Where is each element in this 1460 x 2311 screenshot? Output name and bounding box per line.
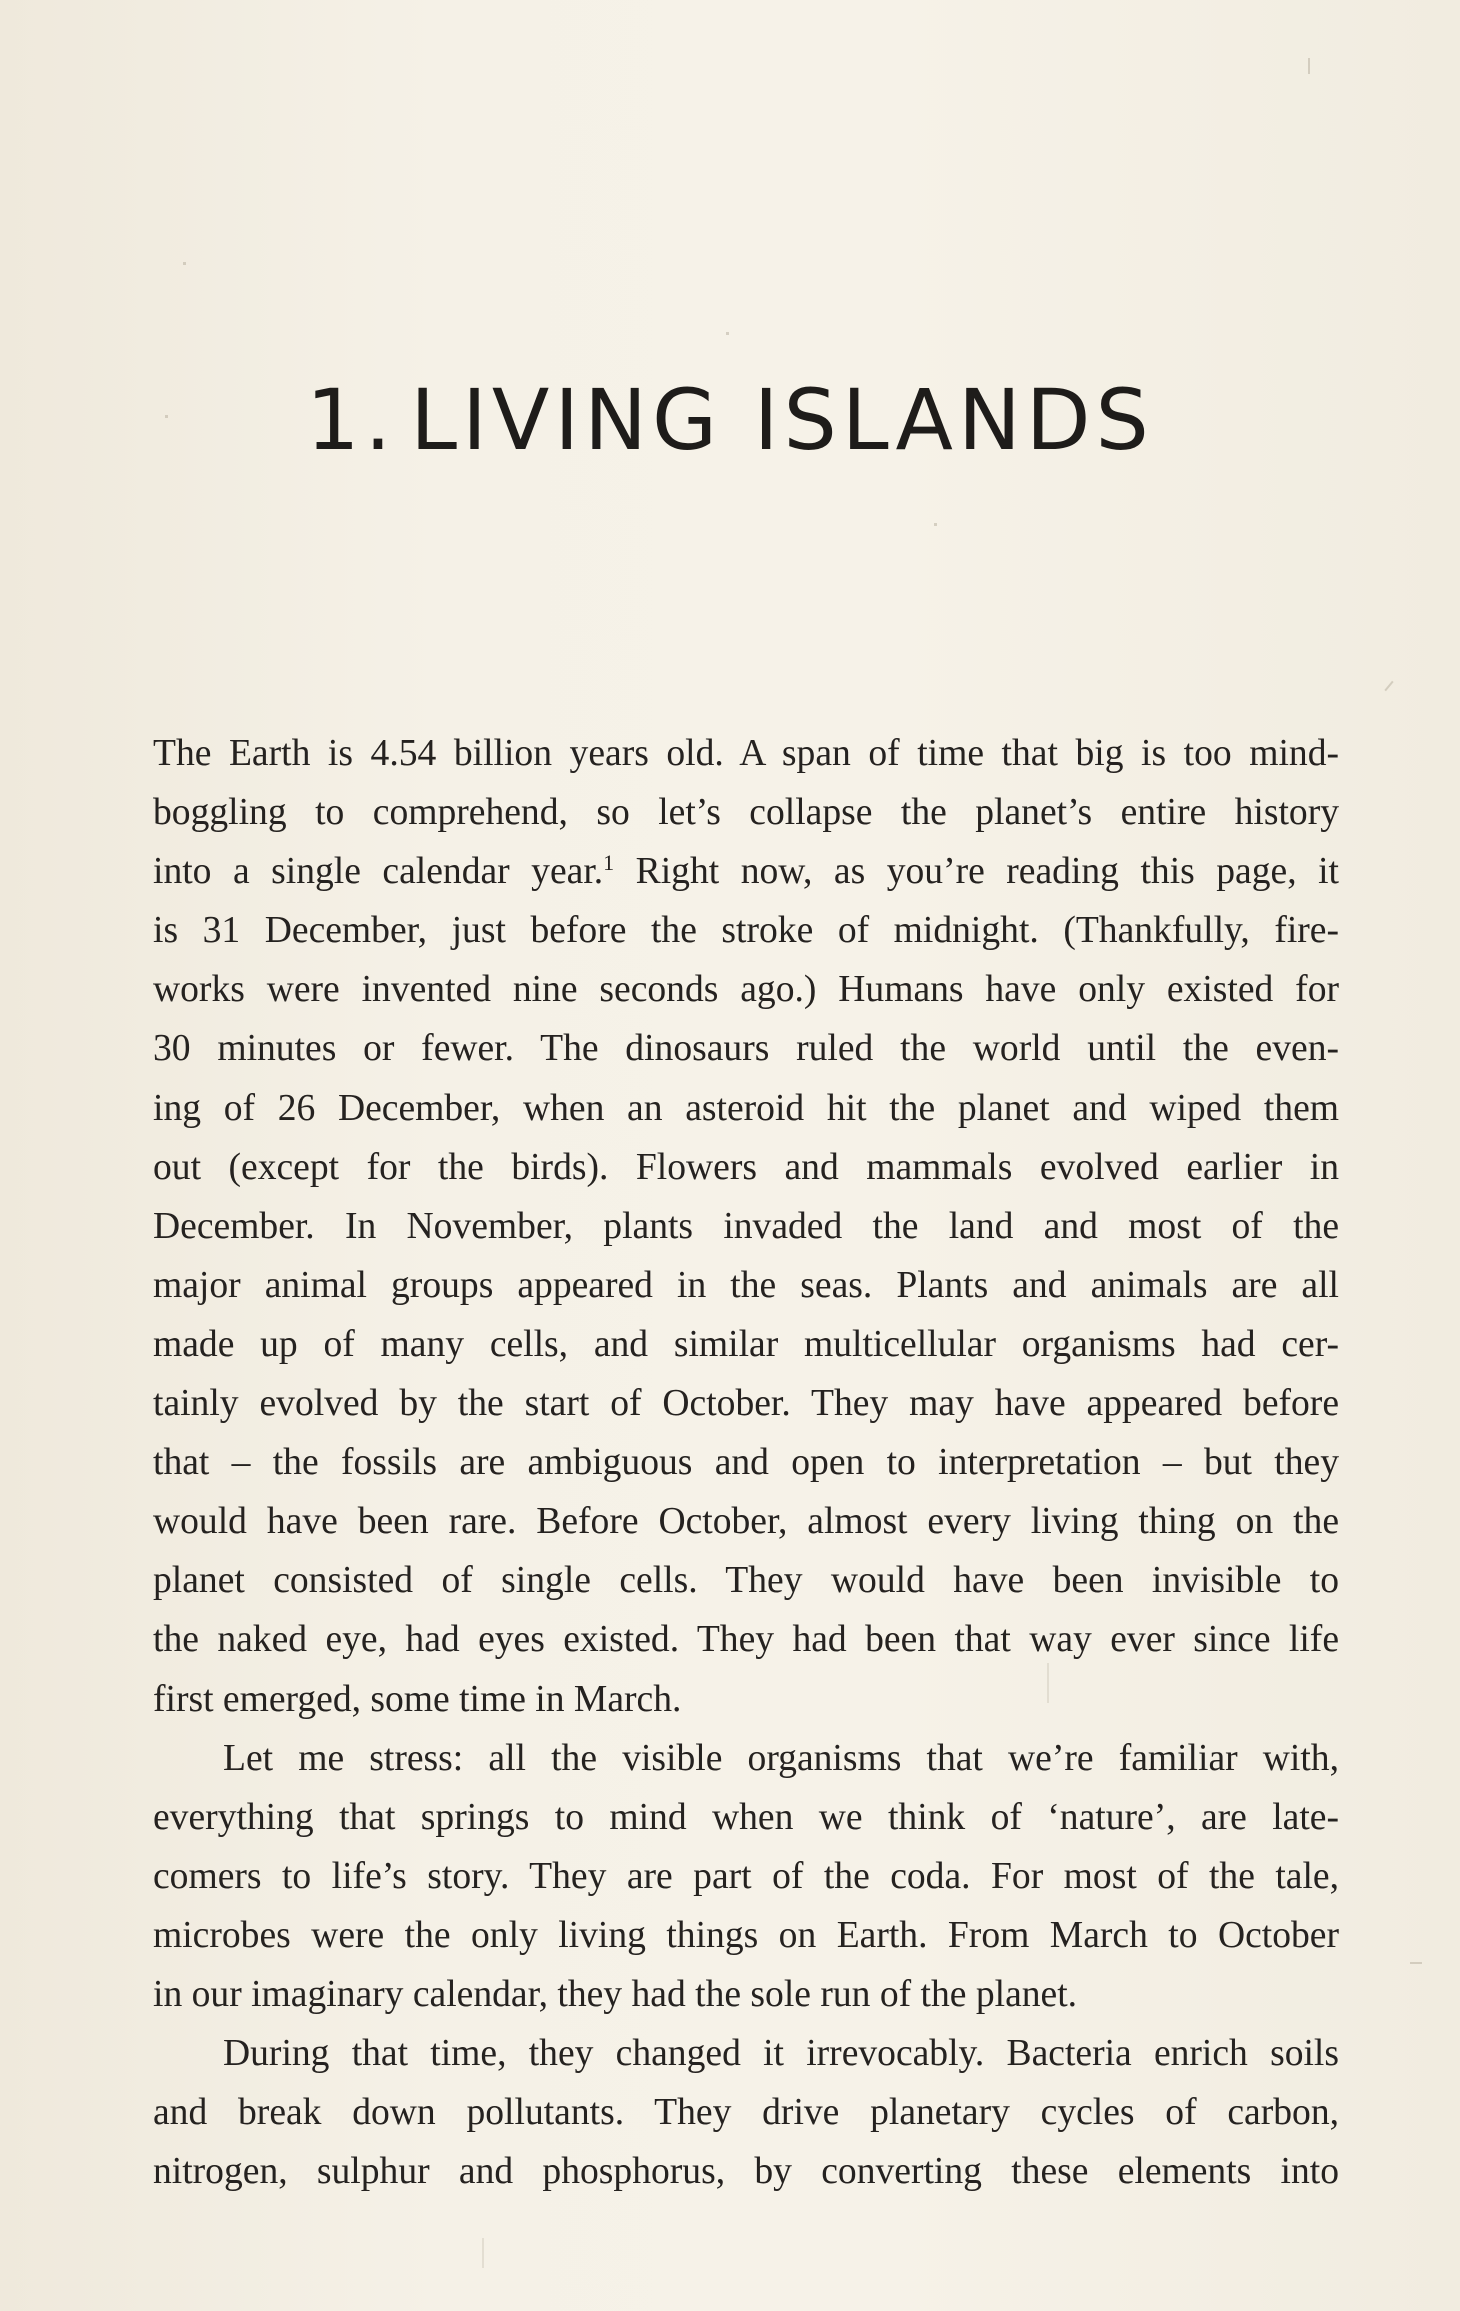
chapter-heading (0, 371, 1460, 469)
text-line: The Earth is 4.54 billion years old. A span of time that big is too mind- (153, 733, 1339, 774)
text-line: in our imaginary calendar, they had the sole run of the planet. (153, 1973, 1078, 2015)
chapter-title: LIVING ISLANDS (410, 371, 1154, 469)
text-segment: into a single calendar year. (153, 851, 604, 893)
text-line: would have been rare. Before October, almost every living thing on the (153, 1501, 1339, 1543)
chapter-number: 1. (306, 371, 397, 469)
paragraph-1 (153, 724, 1339, 1729)
body-text (153, 724, 1339, 2201)
paper-speck (934, 523, 937, 526)
paragraph-3 (153, 2024, 1339, 2201)
text-line: boggling to comprehend, so let’s collapse the planet’s entire history (153, 792, 1339, 834)
text-line: the naked eye, had eyes existed. They had been that way ever since life (153, 1619, 1339, 1661)
paper-speck (1308, 58, 1310, 74)
text-line: planet consisted of single cells. They would have been invisible to (153, 1560, 1339, 1602)
text-line: nitrogen, sulphur and phosphorus, by converting these elements into (153, 2151, 1339, 2193)
text-line: major animal groups appeared in the seas. Plants and animals are all (153, 1264, 1339, 1306)
text-line: out (except for the birds). Flowers and mammals evolved earlier in (153, 1146, 1339, 1188)
paper-speck (1410, 1962, 1422, 1964)
text-line: ing of 26 December, when an asteroid hit the planet and wiped them (153, 1087, 1339, 1129)
text-line: comers to life’s story. They are part of the coda. For most of the tale, (153, 1855, 1339, 1897)
paper-speck (482, 2238, 484, 2268)
text-line: and break down pollutants. They drive planetary cycles of carbon, (153, 2092, 1339, 2134)
text-line: works were invented nine seconds ago.) Humans have only existed for (153, 969, 1339, 1011)
text-line: that – the fossils are ambiguous and open to interpretation – but they (153, 1442, 1339, 1484)
text-line: December. In November, plants invaded the land and most of the (153, 1205, 1339, 1247)
text-line (153, 842, 1339, 901)
text-line: microbes were the only living things on Earth. From March to October (153, 1914, 1339, 1956)
text-line: first emerged, some time in March. (153, 1678, 682, 1720)
paper-speck (183, 262, 186, 265)
paper-speck (1384, 681, 1393, 691)
text-line: Let me stress: all the visible organisms that we’re familiar with, (223, 1737, 1339, 1779)
text-line: everything that springs to mind when we think of ‘nature’, are late- (153, 1796, 1339, 1838)
text-segment: Right now, as you’re reading this page, it (614, 851, 1339, 893)
paper-speck (726, 332, 729, 335)
text-line: 30 minutes or fewer. The dinosaurs ruled the world until the even- (153, 1028, 1339, 1070)
text-line: is 31 December, just before the stroke of midnight. (Thankfully, fire- (153, 910, 1339, 952)
text-line: During that time, they changed it irrevocably. Bacteria enrich soils (223, 2033, 1339, 2075)
text-line: tainly evolved by the start of October. They may have appeared before (153, 1383, 1339, 1425)
paragraph-2 (153, 1729, 1339, 2024)
text-line: made up of many cells, and similar multicellular organisms had cer- (153, 1323, 1339, 1365)
footnote-marker[interactable]: 1 (603, 850, 615, 876)
